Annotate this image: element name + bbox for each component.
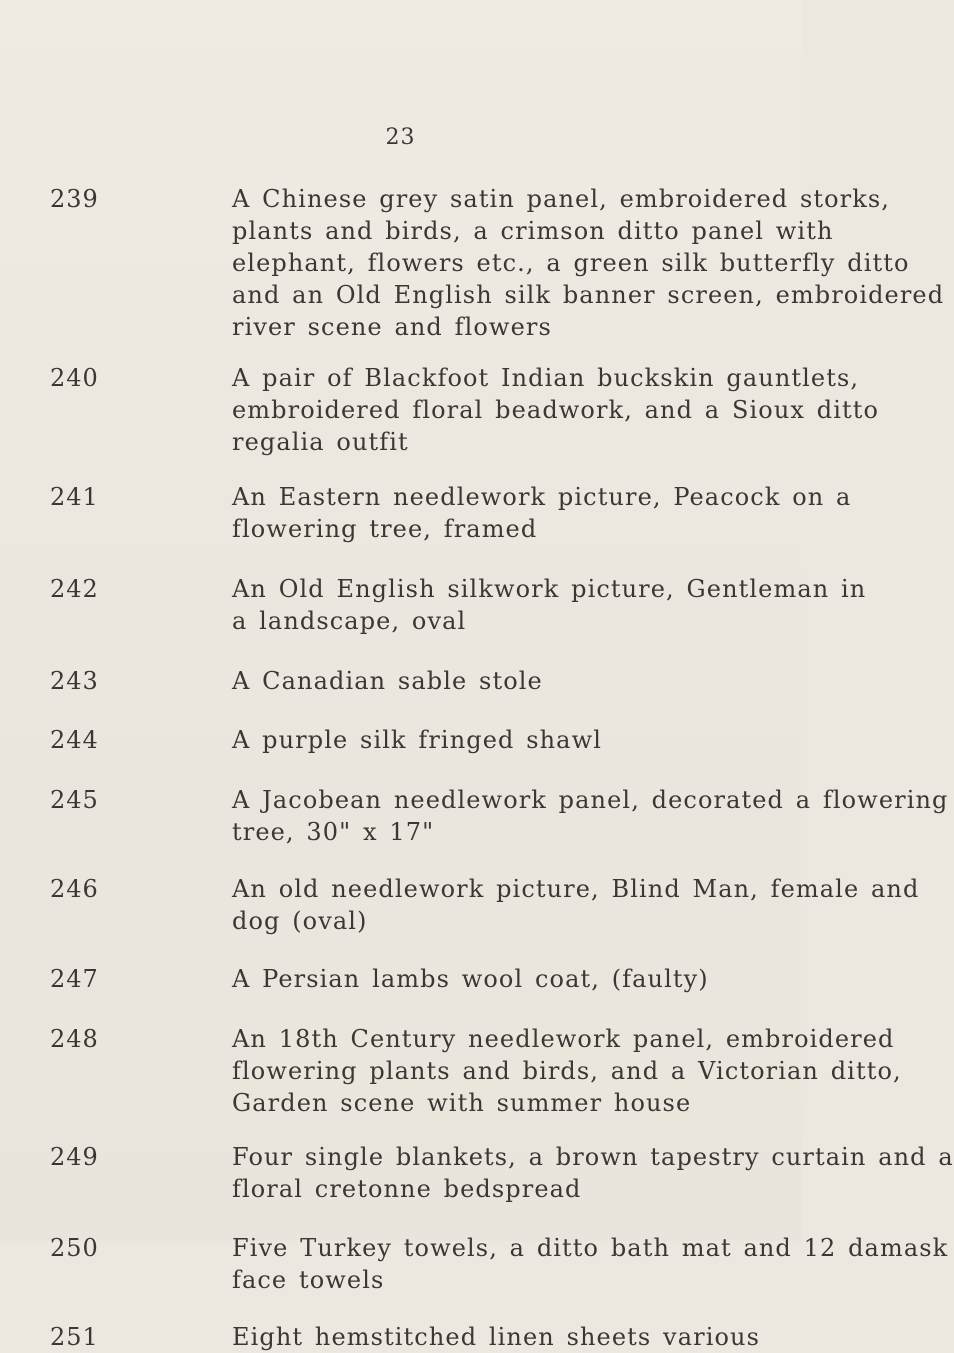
lot-number: 248 (50, 1025, 99, 1053)
description-line: river scene and flowers (232, 313, 552, 341)
description-line: floral cretonne bedspread (232, 1175, 582, 1203)
lot-description (232, 481, 852, 545)
description-line: An old needlework picture, Blind Man, female and (232, 875, 920, 903)
lot-number: 245 (50, 786, 99, 814)
description-line: Five Turkey towels, a ditto bath mat and 12 damask (232, 1234, 949, 1262)
description-line: tree, 30" x 17" (232, 818, 435, 846)
description-line: An 18th Century needlework panel, embroidered (232, 1025, 895, 1053)
lot-number: 251 (50, 1323, 99, 1351)
lot-number: 242 (50, 575, 99, 603)
description-line: face towels (232, 1266, 385, 1294)
description-line: flowering plants and birds, and a Victorian ditto, (232, 1057, 902, 1085)
description-line: a landscape, oval (232, 607, 467, 635)
description-line: A pair of Blackfoot Indian buckskin gauntlets, (232, 364, 860, 392)
description-line: An Old English silkwork picture, Gentleman in (232, 575, 867, 603)
description-line: A Canadian sable stole (232, 667, 543, 695)
description-line: Garden scene with summer house (232, 1089, 692, 1117)
lot-number: 246 (50, 875, 99, 903)
lot-description (232, 1321, 780, 1353)
description-line: embroidered floral beadwork, and a Sioux ditto (232, 396, 880, 424)
description-line: A Persian lambs wool coat, (faulty) (232, 965, 709, 993)
description-line: dog (oval) (232, 907, 368, 935)
description-line: A Jacobean needlework panel, decorated a flowering (232, 786, 949, 814)
lot-number: 247 (50, 965, 99, 993)
lot-number: 250 (50, 1234, 99, 1262)
lot-number: 240 (50, 364, 99, 392)
lot-description (232, 1232, 949, 1296)
lot-number: 241 (50, 483, 99, 511)
lot-description (232, 873, 920, 937)
description-line: elephant, flowers etc., a green silk butterfly ditto (232, 249, 910, 277)
description-line: A purple silk fringed shawl (232, 726, 603, 754)
lot-description (232, 362, 880, 458)
lot-description (232, 665, 780, 697)
description-line: A Chinese grey satin panel, embroidered storks, (232, 185, 891, 213)
lot-description (232, 784, 949, 848)
lot-number: 249 (50, 1143, 99, 1171)
description-line: flowering tree, framed (232, 515, 538, 543)
lot-description (232, 573, 867, 637)
description-line: and an Old English silk banner screen, embroidered (232, 281, 945, 309)
lot-description (232, 183, 945, 343)
lot-description (232, 963, 780, 995)
lot-number: 244 (50, 726, 99, 754)
lot-number: 243 (50, 667, 99, 695)
description-line: An Eastern needlework picture, Peacock on a (232, 483, 852, 511)
lot-description (232, 1023, 902, 1119)
lot-number: 239 (50, 185, 99, 213)
description-line: regalia outfit (232, 428, 409, 456)
description-line: Eight hemstitched linen sheets various (232, 1323, 760, 1351)
lot-description (232, 724, 780, 756)
lot-description (232, 1141, 954, 1205)
description-line: plants and birds, a crimson ditto panel with (232, 217, 834, 245)
description-line: Four single blankets, a brown tapestry curtain and a (232, 1143, 954, 1171)
page-number: 23 (385, 125, 416, 150)
